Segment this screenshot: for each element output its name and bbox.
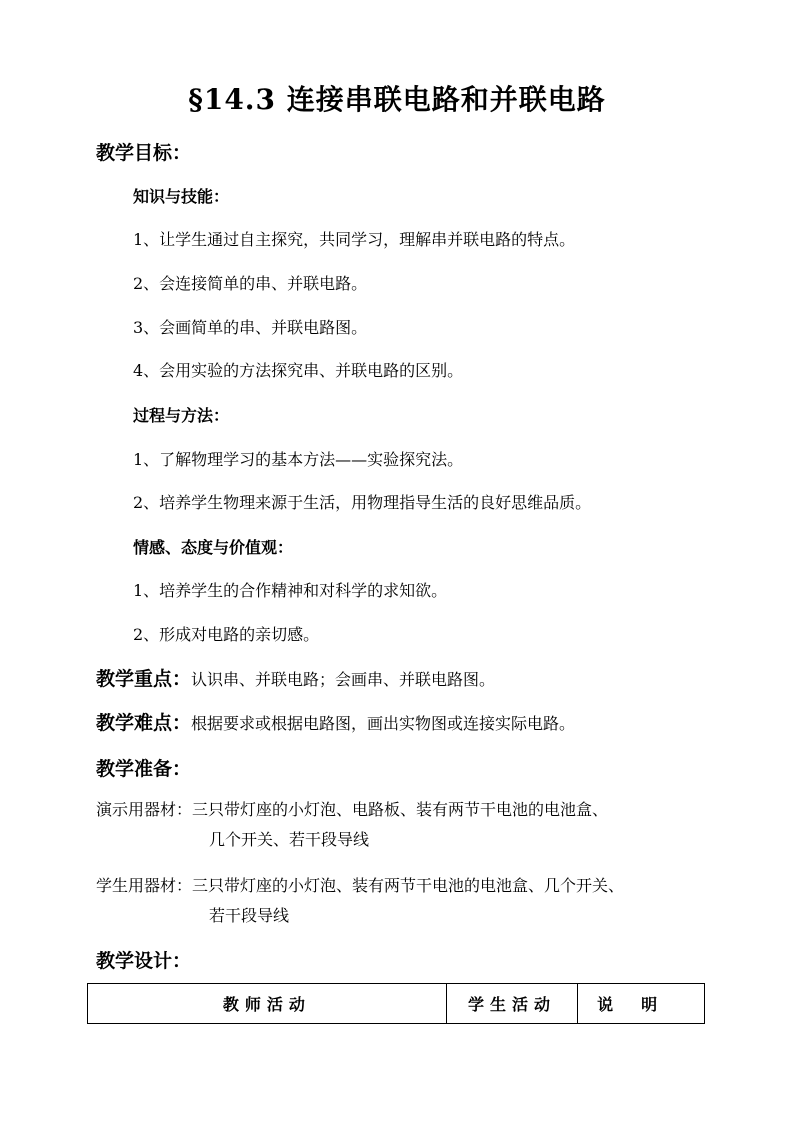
teacher-activity-header: 教师活动: [88, 984, 447, 1024]
demo-equipment: [96, 797, 608, 820]
design-table: [87, 983, 705, 1024]
key-points-label: 教学重点：: [96, 668, 192, 690]
key-points: [96, 664, 495, 691]
objectives-heading: 教学目标：: [96, 142, 192, 164]
emotion-heading: 情感、态度与价值观：: [133, 538, 294, 557]
difficulties: [96, 708, 575, 735]
notes-header: 说明: [578, 984, 705, 1024]
knowledge-heading: 知识与技能：: [133, 187, 230, 206]
student-equipment-cont: 若干段导线: [209, 906, 290, 925]
preparation-heading: 教学准备：: [96, 758, 192, 780]
design-heading: 教学设计：: [96, 950, 192, 972]
process-heading: 过程与方法：: [133, 406, 230, 425]
table-header-row: [88, 984, 705, 1024]
process-item: 2、培养学生物理来源于生活，用物理指导生活的良好思维品质。: [133, 493, 592, 512]
knowledge-item: 4、会用实验的方法探究串、并联电路的区别。: [133, 361, 464, 380]
student-equipment-text: 三只带灯座的小灯泡、装有两节干电池的电池盒、几个开关、: [192, 876, 625, 895]
emotion-item: 1、培养学生的合作精神和对科学的求知欲。: [133, 581, 448, 600]
difficulties-label: 教学难点：: [96, 712, 192, 734]
student-equipment: [96, 873, 624, 896]
difficulties-text: 根据要求或根据电路图，画出实物图或连接实际电路。: [191, 714, 576, 733]
student-activity-header: 学生活动: [446, 984, 578, 1024]
knowledge-item: 1、让学生通过自主探究，共同学习，理解串并联电路的特点。: [133, 230, 576, 249]
emotion-item: 2、形成对电路的亲切感。: [133, 625, 320, 644]
demo-equipment-text: 三只带灯座的小灯泡、电路板、装有两节干电池的电池盒、: [192, 800, 609, 819]
student-equipment-label: 学生用器材：: [96, 876, 193, 895]
knowledge-item: 2、会连接简单的串、并联电路。: [133, 274, 368, 293]
demo-equipment-cont: 几个开关、若干段导线: [209, 830, 370, 849]
demo-equipment-label: 演示用器材：: [96, 800, 193, 819]
key-points-text: 认识串、并联电路；会画串、并联电路图。: [191, 670, 496, 689]
process-item: 1、了解物理学习的基本方法——实验探究法。: [133, 450, 464, 469]
knowledge-item: 3、会画简单的串、并联电路图。: [133, 318, 368, 337]
page-title: §14.3 连接串联电路和并联电路: [188, 83, 606, 116]
